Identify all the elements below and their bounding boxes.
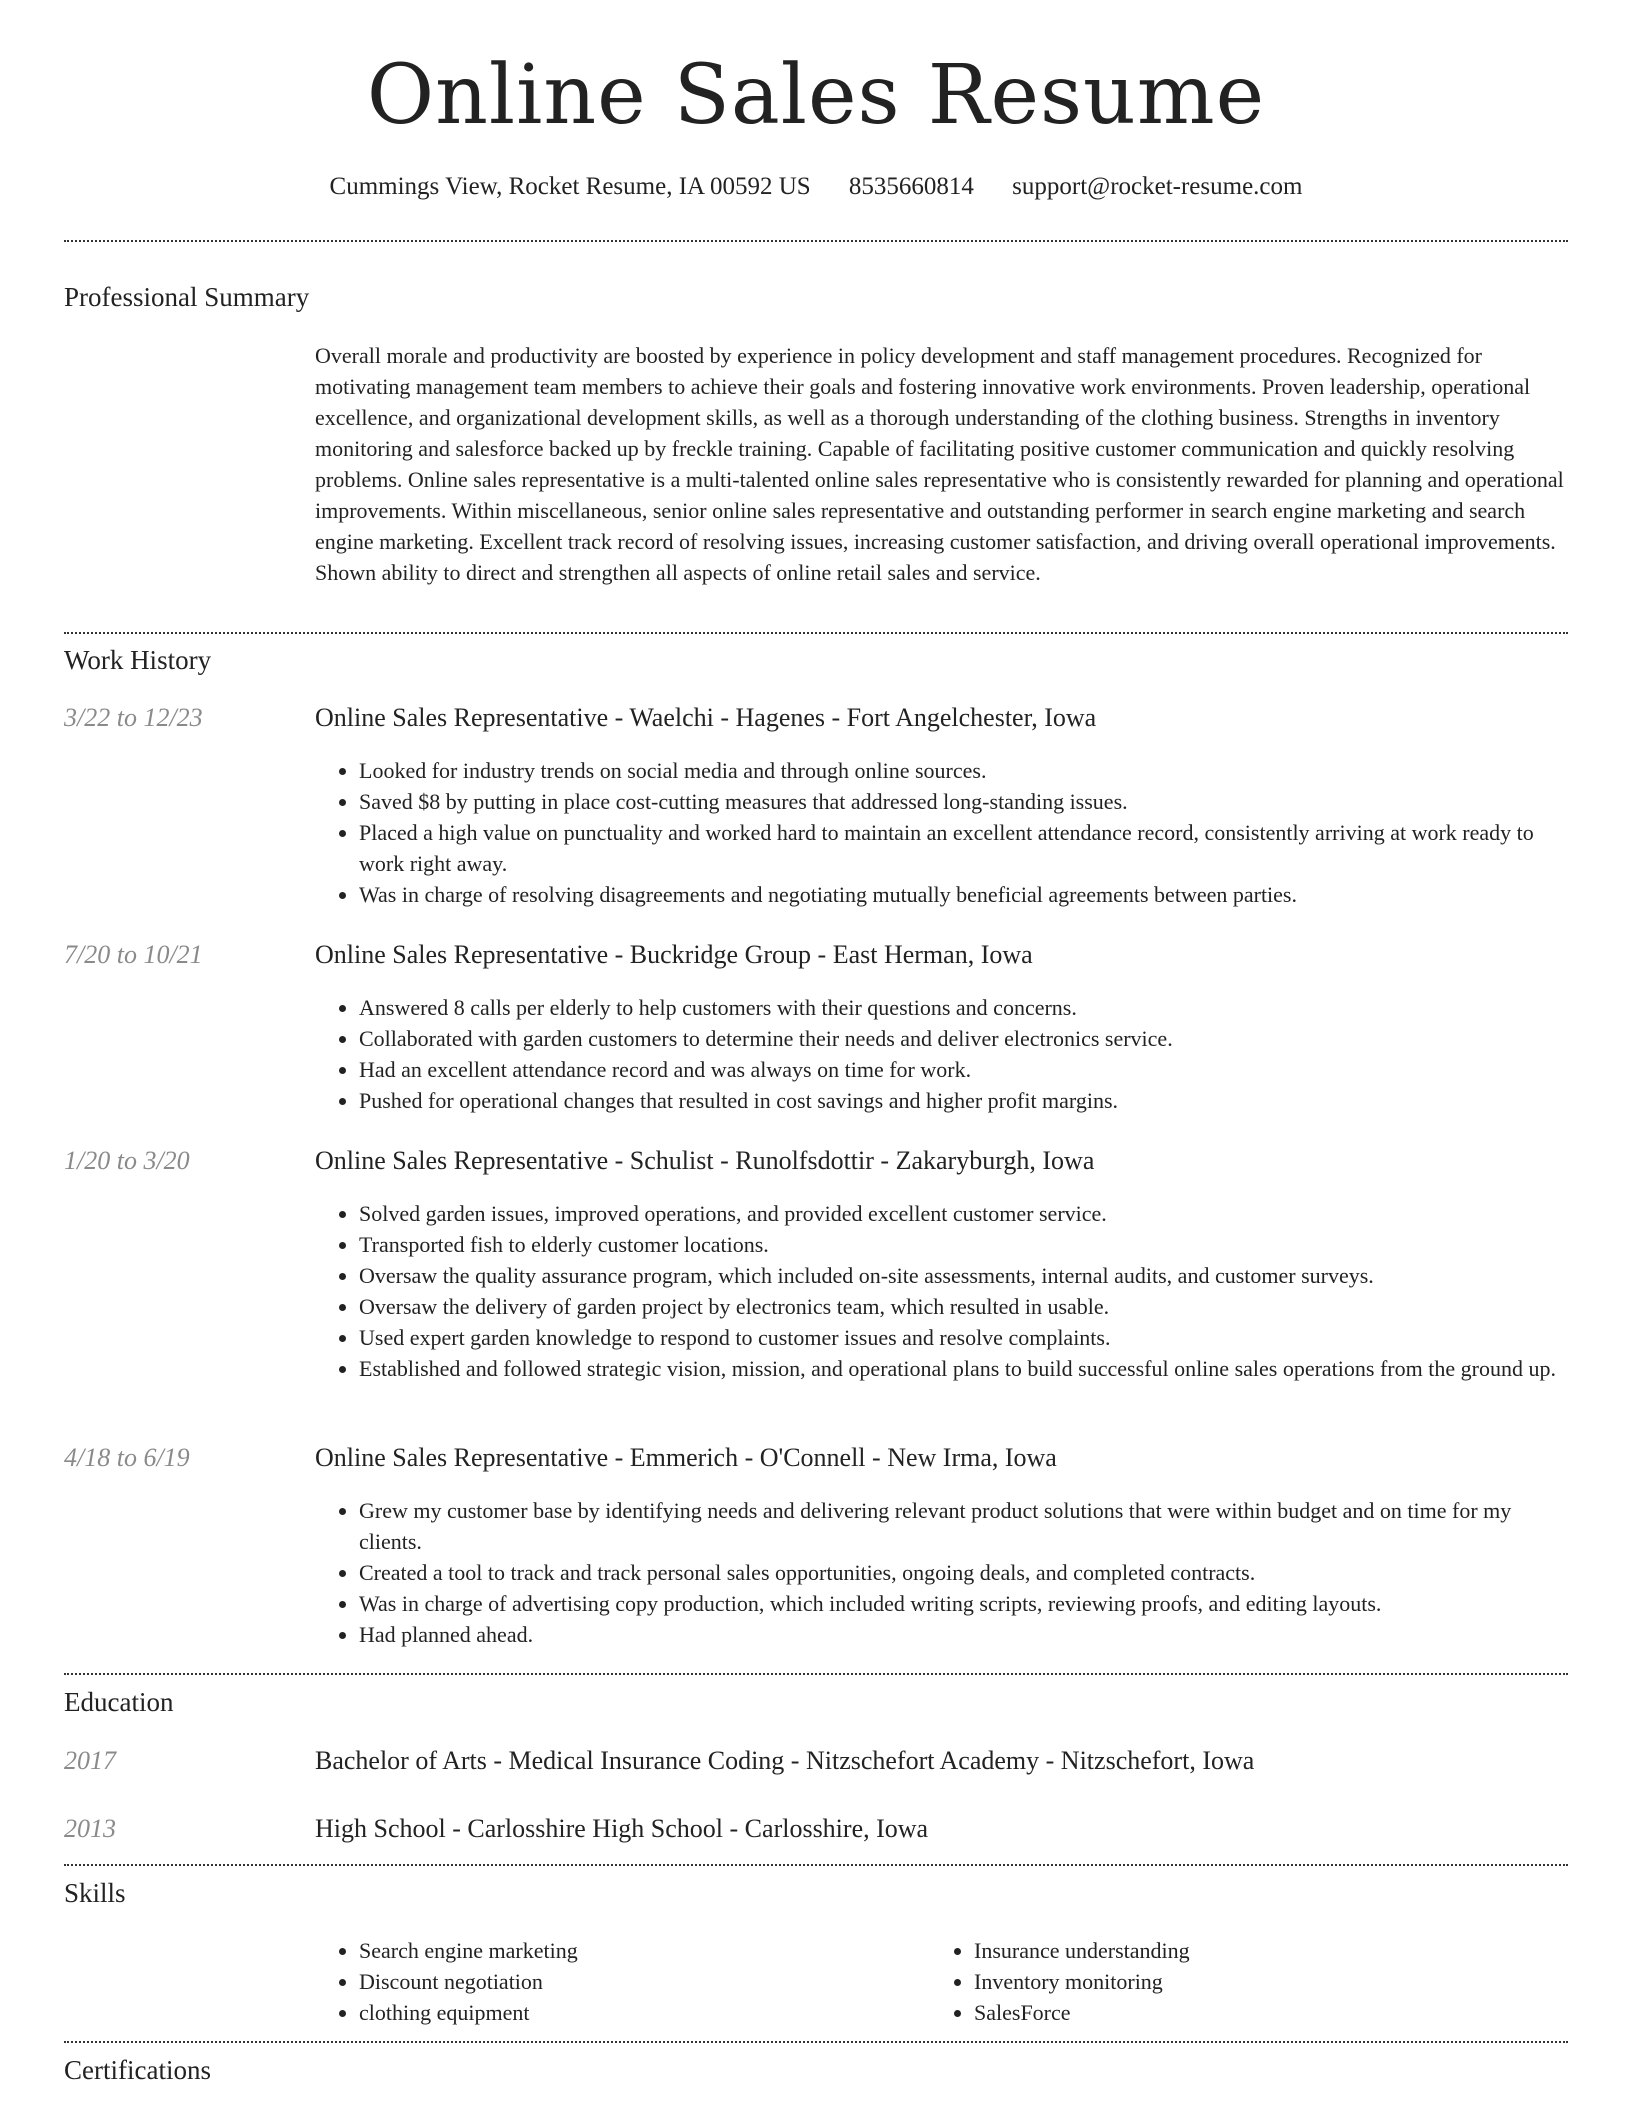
job-heading: Online Sales Representative - Waelchi - Hagenes - Fort Angelchester, Iowa xyxy=(315,703,1097,732)
job-bullets xyxy=(315,1198,1570,1384)
skill-item: • Insurance understanding xyxy=(974,1935,1490,1966)
job-bullet: • Was in charge of advertising copy production, which included writing scripts, reviewing proofs, and editing layouts. xyxy=(359,1588,1570,1619)
job-bullet: • Looked for industry trends on social media and through online sources. xyxy=(359,755,1570,786)
job-bullet: • Transported fish to elderly customer locations. xyxy=(359,1229,1570,1260)
contact-email: support@rocket-resume.com xyxy=(1012,173,1303,200)
work-history-heading: Work History xyxy=(64,645,212,675)
job-dates: 4/18 to 6/19 xyxy=(64,1443,190,1472)
contact-phone: 8535660814 xyxy=(848,173,974,200)
section-divider xyxy=(64,2041,1568,2043)
job-bullet: • Pushed for operational changes that resulted in cost savings and higher profit margins. xyxy=(359,1085,1570,1116)
skill-item: • SalesForce xyxy=(974,1997,1490,2028)
job-bullet: • Established and followed strategic vision, mission, and operational plans to build successful online sales operations from the ground up. xyxy=(359,1353,1570,1384)
certifications-heading: Certifications xyxy=(64,2055,211,2085)
education-year: 2017 xyxy=(64,1746,116,1775)
job-bullet: • Saved $8 by putting in place cost-cutting measures that addressed long-standing issues. xyxy=(359,786,1570,817)
job-heading: Online Sales Representative - Emmerich - O'Connell - New Irma, Iowa xyxy=(315,1443,1057,1472)
skill-item: • Search engine marketing xyxy=(359,1935,875,1966)
job-bullet: • Solved garden issues, improved operations, and provided excellent customer service. xyxy=(359,1198,1570,1229)
job-heading: Online Sales Representative - Schulist - Runolfsdottir - Zakaryburgh, Iowa xyxy=(315,1146,1095,1175)
job-bullet: • Oversaw the delivery of garden project by electronics team, which resulted in usable. xyxy=(359,1291,1570,1322)
job-heading: Online Sales Representative - Buckridge Group - East Herman, Iowa xyxy=(315,940,1033,969)
job-bullets xyxy=(315,992,1570,1116)
section-divider xyxy=(64,1864,1568,1866)
resume-title: Online Sales Resume xyxy=(366,48,1266,143)
summary-text: Overall morale and productivity are boosted by experience in policy development and staff management procedures. Recognized for motivating management team members to achieve their goals and fostering innovative work environments. Proven leadership, operational excellence, and organizational development skills, as well as a thorough understanding of the clothing business. Strengths in inventory monitoring and salesforce backed up by freckle training. Capable of facilitating positive customer communication and quickly resolving problems. Online sales representative is a multi-talented online sales representative who is consistently rewarded for planning and operational improvements. Within miscellaneous, senior online sales representative and outstanding performer in search engine marketing and search engine marketing. Excellent track record of resolving issues, increasing customer satisfaction, and driving overall operational improvements. Shown ability to direct and strengthen all aspects of online retail sales and service. xyxy=(315,343,1564,585)
skills-list-right xyxy=(930,1935,1490,2028)
job-bullet: • Placed a high value on punctuality and worked hard to maintain an excellent attendance record, consistently arriving at work ready to work right away. xyxy=(359,817,1570,879)
job-bullet: • Had planned ahead. xyxy=(359,1619,1570,1650)
job-bullet: • Had an excellent attendance record and was always on time for work. xyxy=(359,1054,1570,1085)
skill-item: • Discount negotiation xyxy=(359,1966,875,1997)
skills-list-left xyxy=(315,1935,875,2028)
skill-item: • Inventory monitoring xyxy=(974,1966,1490,1997)
section-divider xyxy=(64,240,1568,242)
skills-heading: Skills xyxy=(64,1878,126,1908)
job-bullets xyxy=(315,755,1570,910)
skill-item: • clothing equipment xyxy=(359,1997,875,2028)
education-entry: Bachelor of Arts - Medical Insurance Coding - Nitzschefort Academy - Nitzschefort, Iowa xyxy=(315,1746,1255,1775)
contact-address: Cummings View, Rocket Resume, IA 00592 US xyxy=(329,173,811,200)
job-bullet: • Used expert garden knowledge to respond to customer issues and resolve complaints. xyxy=(359,1322,1570,1353)
job-bullets xyxy=(315,1495,1570,1650)
education-heading: Education xyxy=(64,1687,174,1717)
job-dates: 7/20 to 10/21 xyxy=(64,940,203,969)
summary-heading: Professional Summary xyxy=(64,282,310,312)
job-dates: 3/22 to 12/23 xyxy=(64,703,203,732)
contact-line xyxy=(0,173,1632,201)
section-divider xyxy=(64,1673,1568,1675)
job-dates: 1/20 to 3/20 xyxy=(64,1146,190,1175)
education-entry: High School - Carlosshire High School - Carlosshire, Iowa xyxy=(315,1814,929,1843)
job-bullet: • Grew my customer base by identifying needs and delivering relevant product solutions that were within budget and on time for my clients. xyxy=(359,1495,1570,1557)
section-divider xyxy=(64,632,1568,634)
education-year: 2013 xyxy=(64,1814,116,1843)
job-bullet: • Oversaw the quality assurance program, which included on-site assessments, internal audits, and customer surveys. xyxy=(359,1260,1570,1291)
job-bullet: • Created a tool to track and track personal sales opportunities, ongoing deals, and completed contracts. xyxy=(359,1557,1570,1588)
job-bullet: • Was in charge of resolving disagreements and negotiating mutually beneficial agreements between parties. xyxy=(359,879,1570,910)
job-bullet: • Answered 8 calls per elderly to help customers with their questions and concerns. xyxy=(359,992,1570,1023)
job-bullet: • Collaborated with garden customers to determine their needs and deliver electronics service. xyxy=(359,1023,1570,1054)
